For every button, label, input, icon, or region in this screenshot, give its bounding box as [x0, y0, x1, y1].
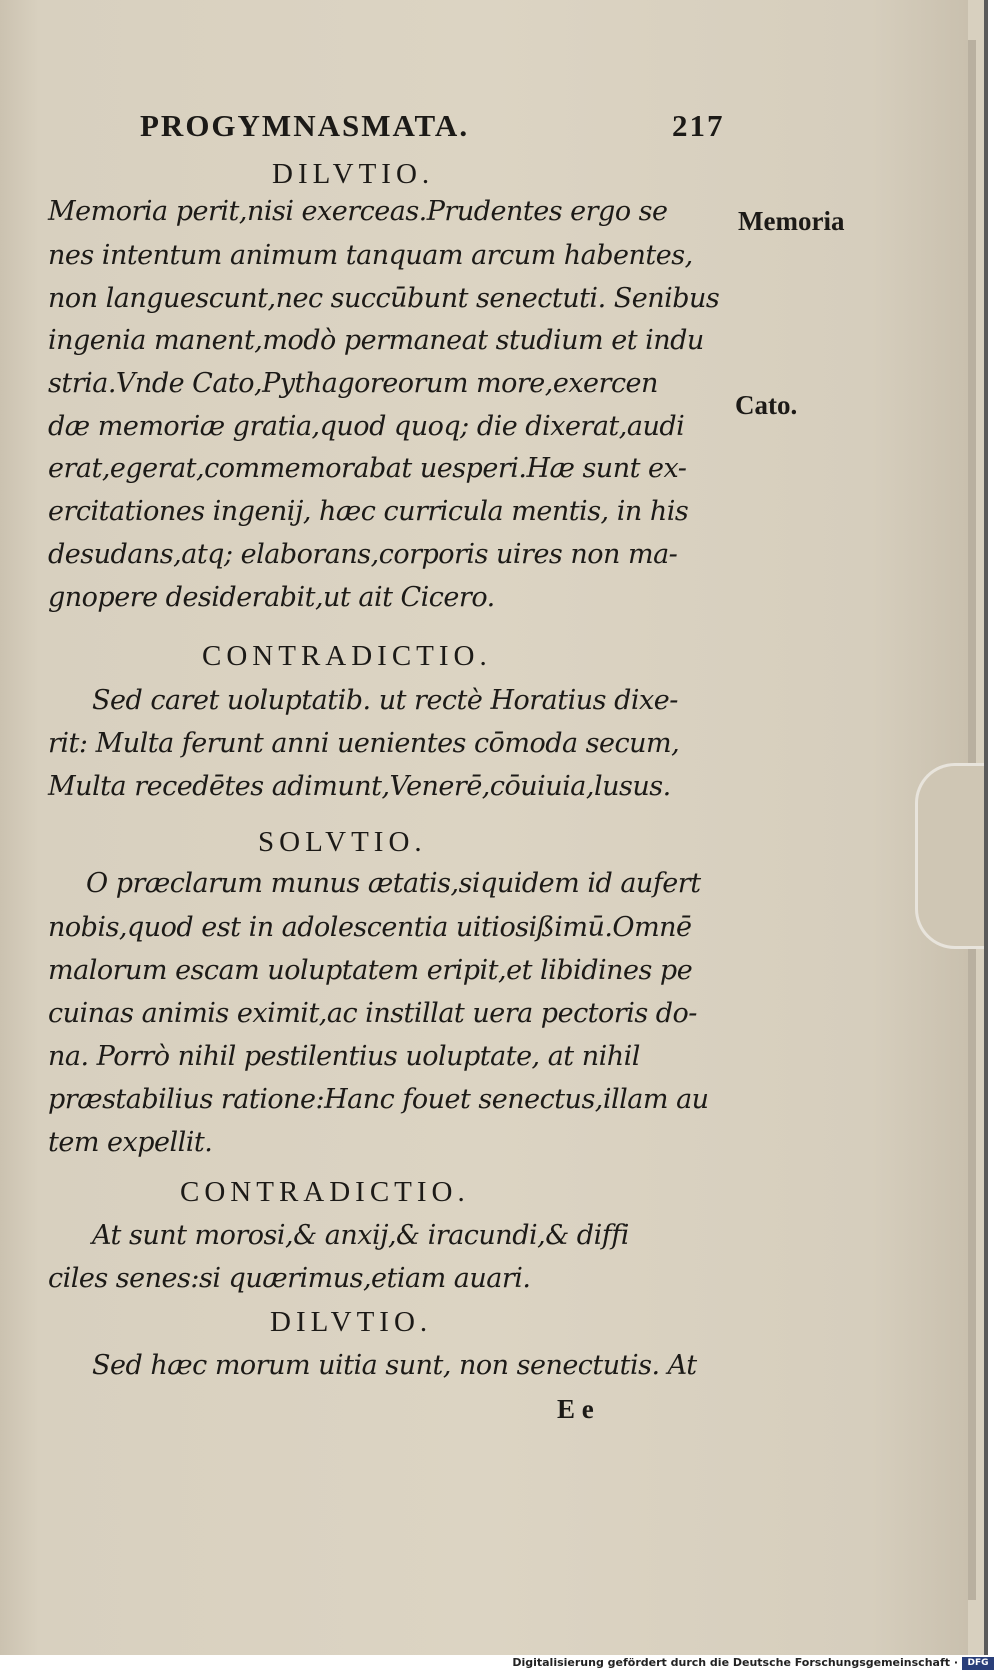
funding-credit: Digitalisierung gefördert durch die Deutsche Forschungsgemeinschaft ·	[512, 1656, 958, 1669]
running-title: PROGYMNASMATA.	[140, 108, 470, 143]
text-line: non languescunt,nec succūbunt senectuti. Senibus	[48, 283, 720, 314]
text-line: desudans,atq; elaborans,corporis uires non ma-	[48, 539, 678, 570]
text-line: cuinas animis eximit,ac instillat uera pectoris do-	[48, 998, 697, 1029]
dfg-logo: DFG	[962, 1657, 994, 1670]
signature-mark: E e	[557, 1394, 594, 1424]
text-line: Memoria perit,nisi exerceas.Prudentes ergo se	[48, 196, 668, 227]
text-line: ercitationes ingenij, hæc curricula mentis, in his	[48, 496, 689, 527]
text-line: At sunt morosi,& anxij,& iracundi,& diffi	[92, 1220, 629, 1251]
section-heading: SOLVTIO.	[258, 826, 427, 858]
text-line: nobis,quod est in adolescentia uitiosißimū.Omnē	[48, 912, 692, 943]
text-line: O præclarum munus ætatis,siquidem id aufert	[86, 868, 701, 899]
text-line: malorum escam uoluptatem eripit,et libidines pe	[48, 955, 693, 986]
section-heading: CONTRADICTIO.	[202, 640, 492, 672]
text-line: erat,egerat,commemorabat uesperi.Hæ sunt ex-	[48, 453, 687, 484]
text-line: ciles senes:si quærimus,etiam auari.	[48, 1263, 531, 1294]
text-line: gnopere desiderabit,ut ait Cicero.	[48, 582, 495, 613]
margin-note: Memoria	[738, 206, 845, 236]
running-header	[140, 108, 740, 148]
margin-note: Cato.	[735, 390, 798, 420]
section-heading: DILVTIO.	[270, 1306, 433, 1338]
text-line: rit: Multa ferunt anni uenientes cōmoda secum,	[48, 728, 680, 759]
text-line: præstabilius ratione:Hanc fouet senectus,illam au	[48, 1084, 709, 1115]
text-line: na. Porrò nihil pestilentius uoluptate, at nihil	[48, 1041, 640, 1072]
page-number: 217	[672, 108, 725, 143]
section-heading: DILVTIO.	[272, 158, 435, 190]
page-clip	[915, 763, 988, 949]
section-heading: CONTRADICTIO.	[180, 1176, 470, 1208]
text-line: Sed hæc morum uitia sunt, non senectutis. At	[92, 1350, 697, 1381]
text-line: tem expellit.	[48, 1127, 213, 1158]
text-line: dæ memoriæ gratia,quod quoq; die dixerat,audi	[48, 411, 685, 442]
text-line: nes intentum animum tanquam arcum habentes,	[48, 240, 693, 271]
text-line: Sed caret uoluptatib. ut rectè Horatius dixe-	[92, 685, 678, 716]
text-line: ingenia manent,modò permaneat studium et indu	[48, 325, 704, 356]
text-line: stria.Vnde Cato,Pythagoreorum more,exercen	[48, 368, 658, 399]
text-line: Multa recedētes adimunt,Venerē,cōuiuia,lusus.	[48, 771, 671, 802]
footer-bar	[0, 1655, 1000, 1673]
